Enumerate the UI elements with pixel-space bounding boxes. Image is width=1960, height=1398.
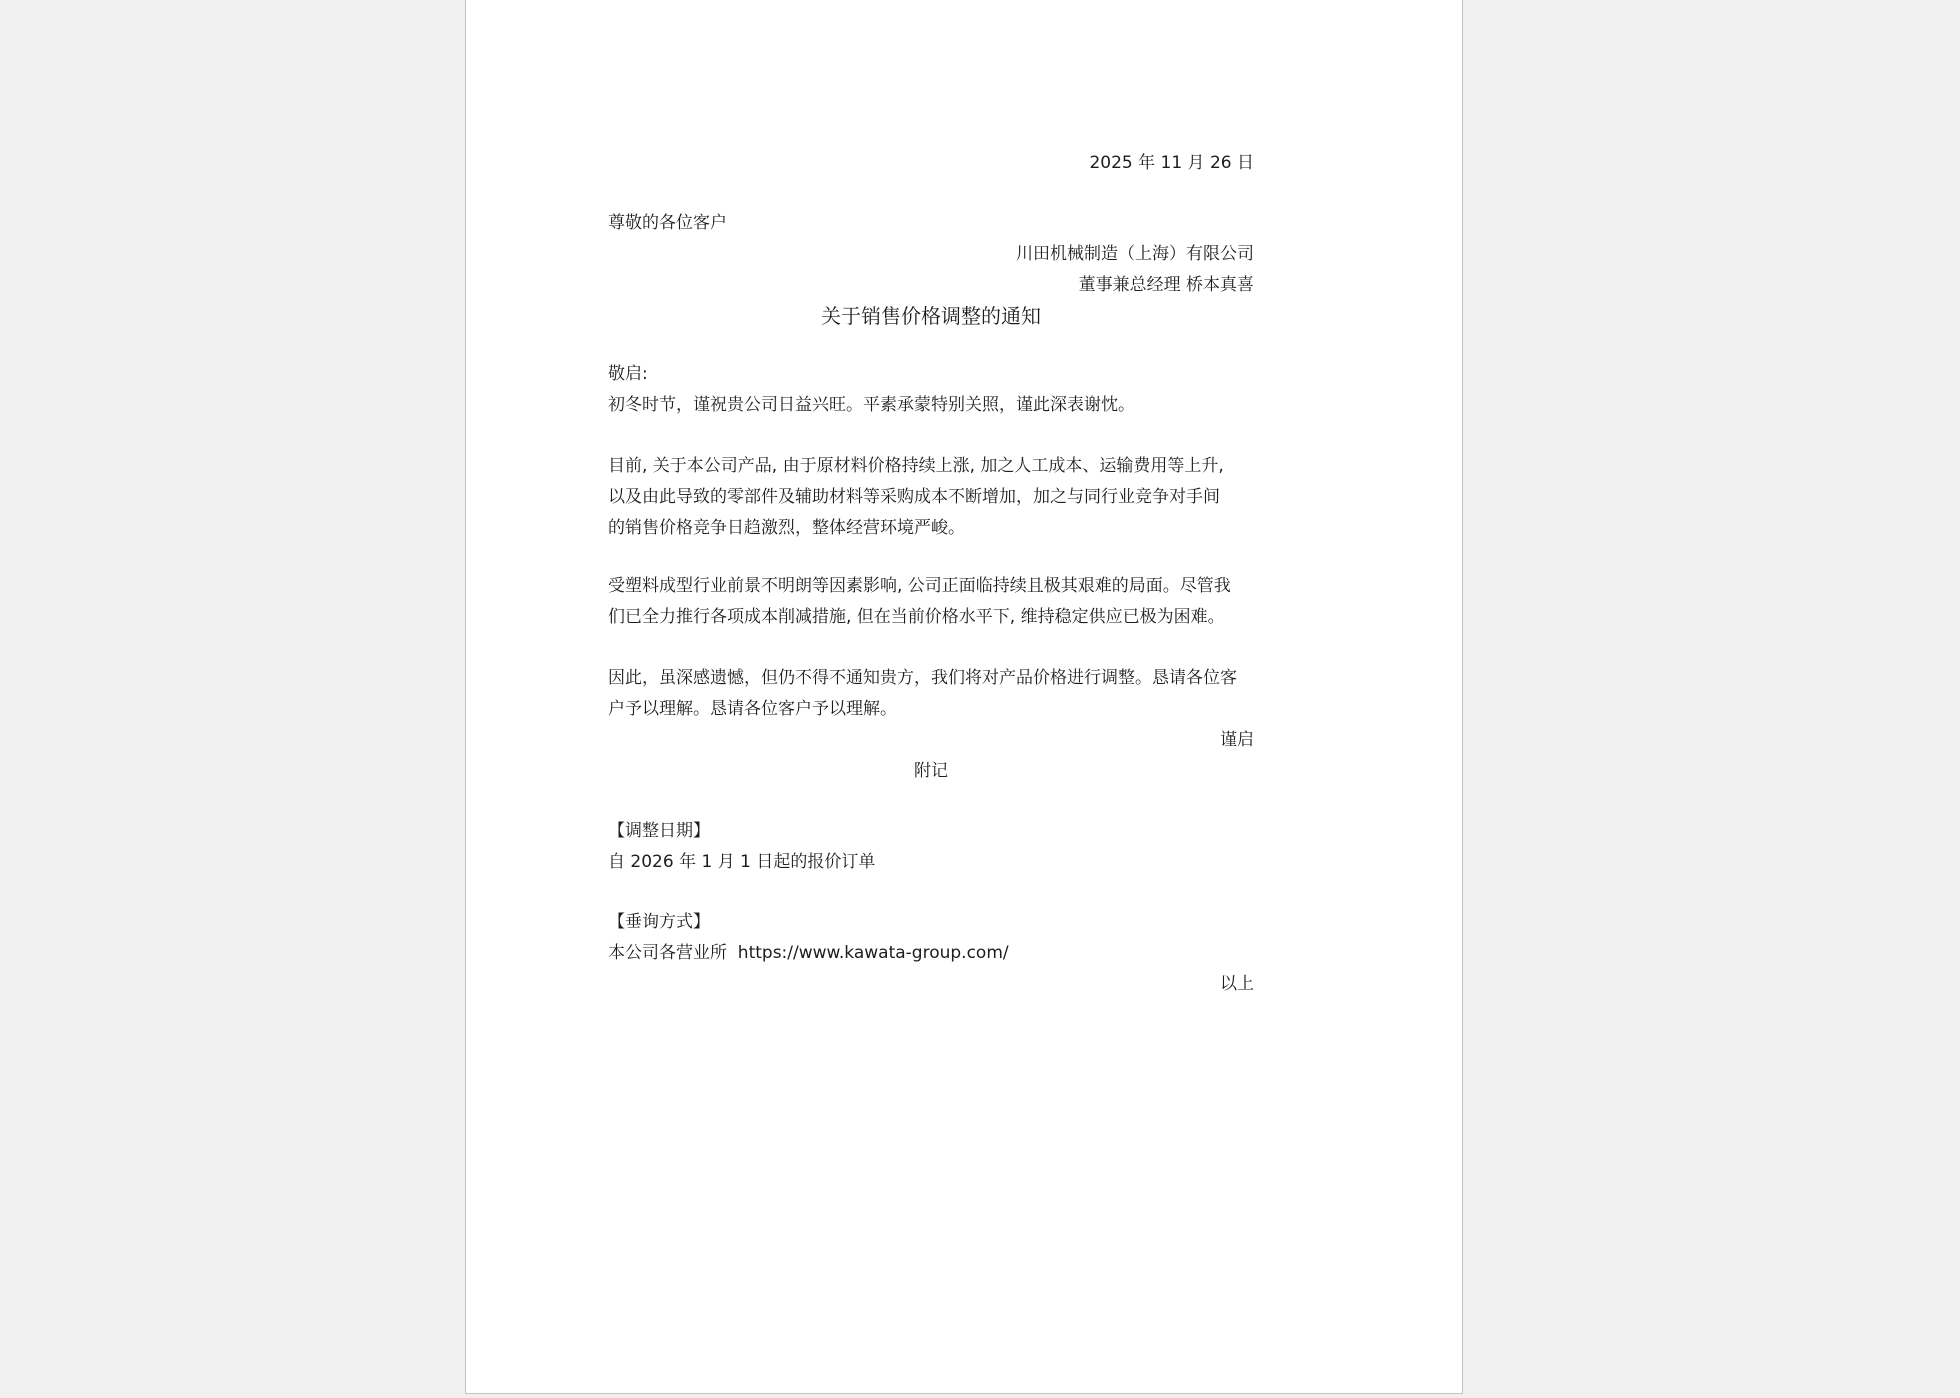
inquiry-value: 本公司各营业所 https://www.kawata-group.com/ [608,943,1009,963]
letter-title: 关于销售价格调整的通知 [821,304,1041,328]
paragraph-line: 们已全力推行各项成本削减措施, 但在当前价格水平下, 维持稳定供应已极为困难。 [608,607,1225,627]
paragraph-line: 目前, 关于本公司产品, 由于原材料价格持续上涨, 加之人工成本、运输费用等上升, [608,456,1224,476]
adjustment-label: 【调整日期】 [608,821,710,841]
adjustment-section [608,816,1254,878]
salutation-block [608,359,1254,421]
paragraph-industry [608,571,1254,633]
addressee-block [608,208,1254,301]
inquiry-label: 【垂询方式】 [608,912,710,932]
paragraph-costs [608,451,1254,544]
paragraph-line: 的销售价格竞争日趋激烈，整体经营环境严峻。 [608,518,965,538]
document-page [465,0,1463,1394]
addressee-line: 尊敬的各位客户 [608,213,727,233]
postscript-title: 附记 [914,761,948,781]
end-mark: 以上 [1220,974,1254,994]
paragraph-line: 以及由此导致的零部件及辅助材料等采购成本不断增加，加之与同行业竞争对手间 [608,487,1220,507]
paragraph-notice [608,663,1254,725]
letter-body [466,0,1462,1000]
closing-mark: 谨启 [1220,730,1254,750]
paragraph-line: 受塑料成型行业前景不明朗等因素影响, 公司正面临持续且极其艰难的局面。尽管我 [608,576,1231,596]
company-name: 川田机械制造（上海）有限公司 [1016,244,1254,264]
paragraph-line: 户予以理解。恳请各位客户予以理解。 [608,699,897,719]
letter-date: 2025 年 11 月 26 日 [1089,153,1254,173]
salutation: 敬启: [608,364,648,384]
adjustment-value: 自 2026 年 1 月 1 日起的报价订单 [608,852,876,872]
signer-name: 董事兼总经理 桥本真喜 [1078,275,1254,295]
paragraph-line: 因此，虽深感遗憾，但仍不得不通知贵方，我们将对产品价格进行调整。恳请各位客 [608,668,1237,688]
inquiry-section [608,907,1254,969]
greeting-line: 初冬时节，谨祝贵公司日益兴旺。平素承蒙特别关照，谨此深表谢忱。 [608,395,1135,415]
